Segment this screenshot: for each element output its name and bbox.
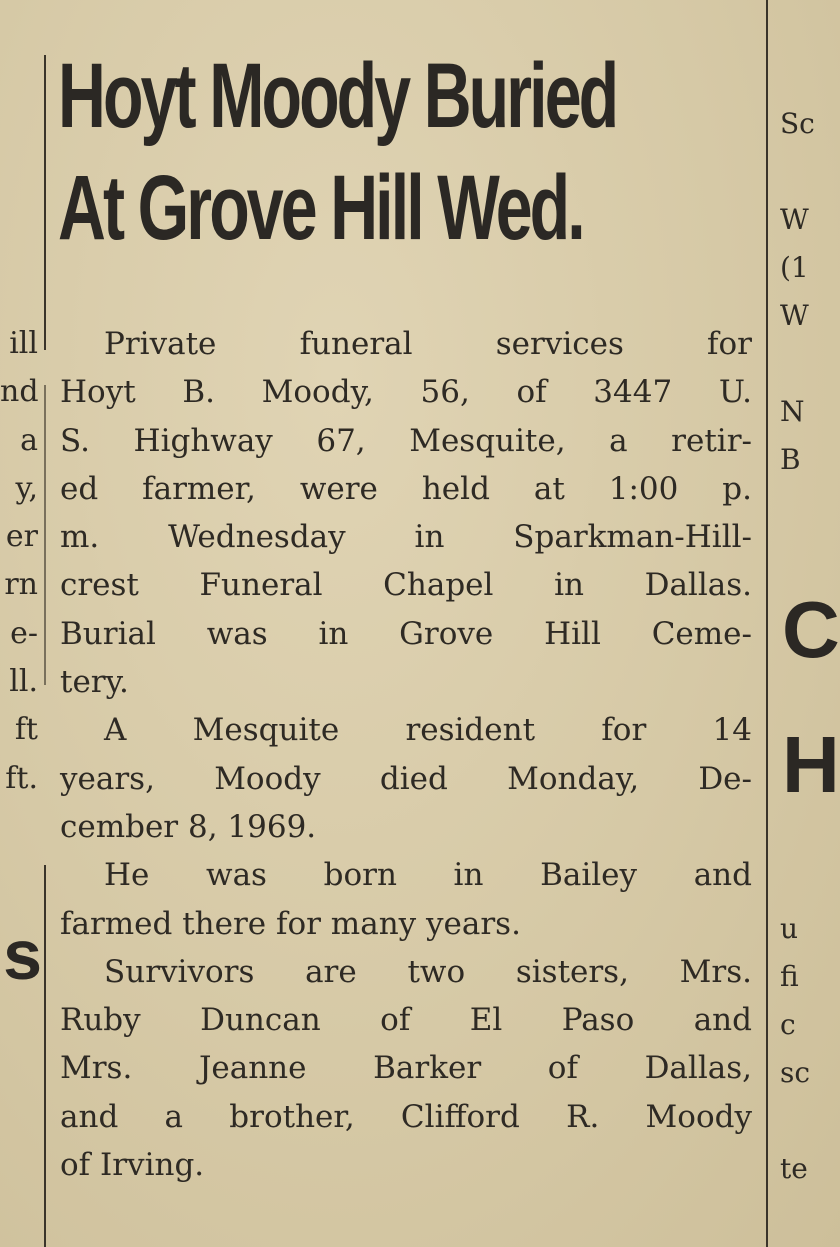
left-fragment: er: [5, 519, 38, 555]
body-line: and a brother, Clifford R. Moody: [60, 1098, 752, 1135]
body-line: m. Wednesday in Sparkman-Hill-: [60, 519, 752, 556]
right-fragment: N: [780, 395, 805, 428]
left-fragment: ll.: [9, 664, 38, 700]
column-rule-left: [44, 55, 46, 350]
body-line: Burial was in Grove Hill Ceme-: [60, 615, 752, 652]
left-column-headline-fragment: s: [3, 916, 42, 994]
right-fragment: B: [780, 443, 801, 476]
right-fragment: [780, 148, 809, 196]
right-column-lower-fragments: [780, 905, 809, 1193]
right-fragment: te: [780, 1152, 808, 1185]
right-fragment: W: [780, 203, 809, 236]
body-line: crest Funeral Chapel in Dallas.: [60, 567, 752, 604]
right-column-headline-fragment: H: [782, 720, 840, 809]
right-fragment: fi: [780, 960, 799, 993]
body-line: He was born in Bailey and: [104, 857, 752, 894]
body-line: years, Moody died Monday, De-: [60, 760, 752, 797]
article-body: [60, 320, 752, 1189]
left-fragment: rn: [4, 567, 38, 603]
left-fragment: y,: [15, 470, 38, 506]
right-fragment: [780, 340, 809, 388]
body-line: ed farmer, were held at 1:00 p.: [60, 470, 752, 507]
right-column-fragments: [780, 100, 815, 484]
right-fragment: c: [780, 1008, 796, 1041]
body-line: S. Highway 67, Mesquite, a retir-: [60, 422, 752, 459]
left-fragment: ill: [9, 326, 38, 361]
column-rule-left-lower: [44, 865, 46, 1247]
right-fragment: W: [780, 299, 809, 332]
body-line: cember 8, 1969.: [60, 808, 317, 845]
right-fragment: [780, 1097, 809, 1145]
article-headline: [58, 40, 617, 264]
body-line: A Mesquite resident for 14: [104, 712, 752, 749]
body-line: farmed there for many years.: [60, 905, 521, 942]
right-fragment: sc: [780, 1056, 811, 1089]
right-fragment: u: [780, 912, 799, 945]
headline-line-2: At Grove Hill Wed.: [58, 157, 583, 259]
body-line: Hoyt B. Moody, 56, of 3447 U.: [60, 374, 752, 411]
body-line: Ruby Duncan of El Paso and: [60, 1002, 752, 1039]
right-column-headline-fragment: C: [782, 585, 840, 674]
body-line: Survivors are two sisters, Mrs.: [104, 953, 752, 990]
left-column-fragments: [0, 320, 42, 803]
body-line: Mrs. Jeanne Barker of Dallas,: [60, 1050, 752, 1087]
right-fragment: Sc: [780, 107, 815, 140]
body-line: of Irving.: [60, 1147, 205, 1184]
left-fragment: ft.: [5, 760, 38, 796]
body-line: Private funeral services for: [104, 326, 752, 362]
left-fragment: a: [20, 422, 38, 458]
headline-line-1: Hoyt Moody Buried: [58, 45, 617, 147]
right-fragment: (1: [780, 251, 809, 284]
left-fragment: ft: [14, 712, 38, 748]
column-rule-right: [766, 0, 768, 1247]
body-line: tery.: [60, 664, 129, 701]
left-fragment: e-: [10, 615, 38, 651]
column-rule-left-faint: [44, 385, 46, 685]
left-fragment: nd: [0, 374, 39, 410]
